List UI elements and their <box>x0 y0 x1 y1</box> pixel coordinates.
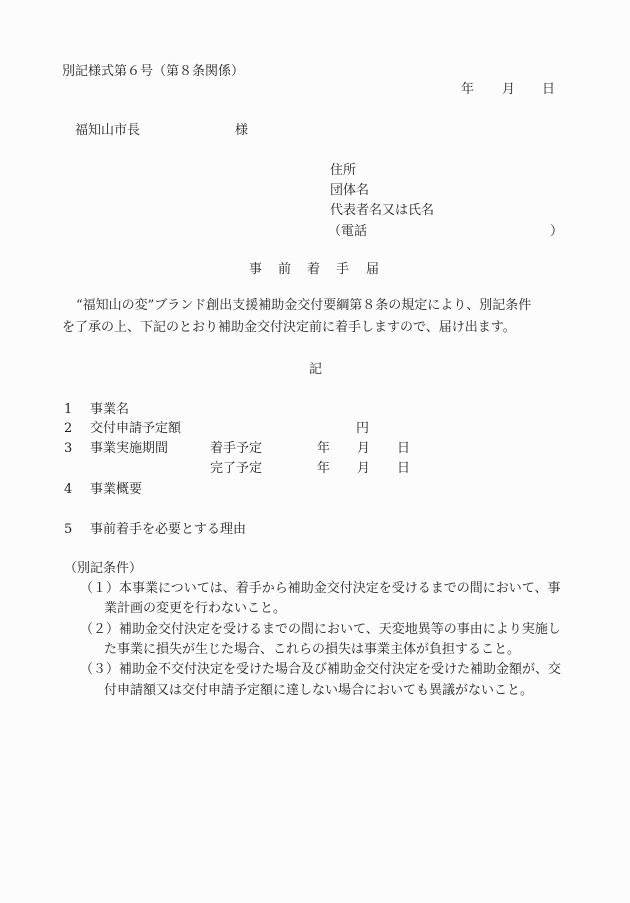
item-overview: 事業概要 <box>90 482 143 497</box>
phone-close: ） <box>550 224 564 239</box>
honorific: 様 <box>235 123 249 138</box>
body-line-1: “福知山の変”ブランド創出支援補助金交付要綱第８条の規定により、別記条件 <box>76 298 532 313</box>
item-business-name: 事業名 <box>90 402 130 417</box>
form-number: 別記様式第６号（第８条関係） <box>62 64 245 79</box>
condition-3: （３）補助金不交付決定を受けた場合及び補助金交付決定を受けた補助金額が、交 <box>80 662 562 677</box>
item-reason: 事前着手を必要とする理由 <box>90 522 247 537</box>
conditions-heading: （別記条件） <box>64 561 143 576</box>
date-month: 月 <box>502 82 516 97</box>
phone-open: （電話 <box>328 224 368 239</box>
address-label: 住所 <box>330 163 357 178</box>
date-year: 年 <box>461 82 475 97</box>
condition-1: （１）本事業については、着手から補助金交付決定を受けるまでの間において、事 <box>80 581 561 596</box>
ki-heading: 記 <box>309 362 323 377</box>
body-line-2: を了承の上、下記のとおり補助金交付決定前に着手しますので、届け出ます。 <box>62 320 516 335</box>
org-label: 団体名 <box>330 183 370 198</box>
date-day: 日 <box>542 82 556 97</box>
addressee: 福知山市長 <box>75 123 141 138</box>
item-period: 事業実施期間 <box>90 441 169 456</box>
item-grant-amount: 交付申請予定額 <box>90 421 182 436</box>
rep-label: 代表者名又は氏名 <box>330 203 435 218</box>
condition-2: （２）補助金交付決定を受けるまでの間において、天変地異等の事由により実施し <box>80 622 561 637</box>
